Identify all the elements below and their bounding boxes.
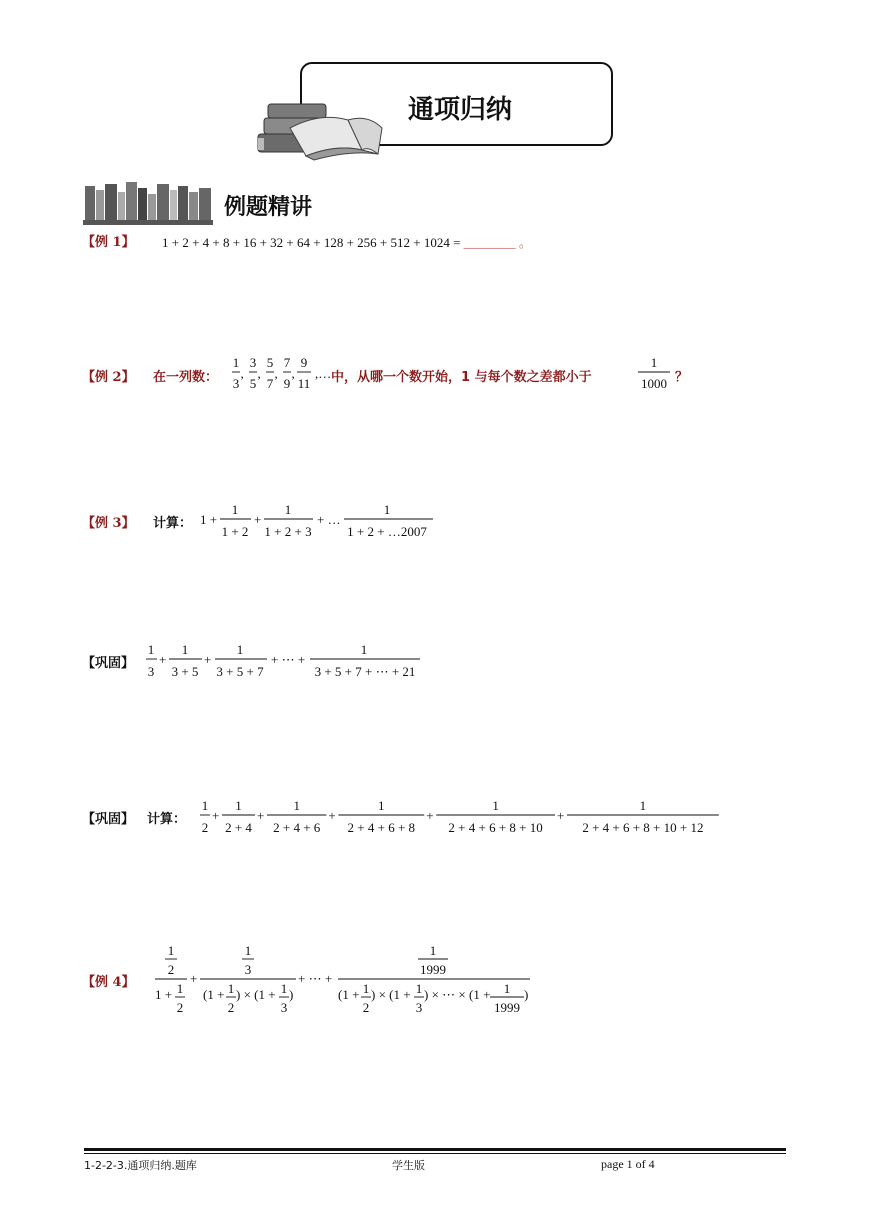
sequence-ellipsis: ,… <box>315 366 332 381</box>
sequence-denominator: 7 <box>266 376 274 391</box>
example-2-fraction <box>634 350 674 394</box>
section-title: 例题精讲 <box>224 195 313 220</box>
svg-text:1 +: 1 + <box>200 512 218 527</box>
sum-denominator: 2 + 4 + 6 + 8 + 10 + 12 <box>582 820 704 835</box>
svg-text:1: 1 <box>650 355 658 370</box>
practice-2-prefix: 计算： <box>147 812 187 827</box>
footer-page-number: page 1 of 4 <box>601 1157 655 1171</box>
page-title: 通项归纳 <box>408 95 513 125</box>
answer-blank: ________ <box>463 235 516 250</box>
svg-text:+: + <box>190 971 198 986</box>
svg-text:+ ⋯ +: + ⋯ + <box>271 652 306 667</box>
svg-text:3: 3 <box>244 962 252 977</box>
sum-numerator: 1 <box>201 798 209 813</box>
sum-numerator: 1 <box>293 798 300 813</box>
sequence-comma: , <box>274 366 278 381</box>
example-3-label: 【例 3】 <box>82 516 135 531</box>
sum-denominator: 2 <box>201 820 209 835</box>
svg-text:) × ⋯ × (1 +: ) × ⋯ × (1 + <box>424 987 491 1002</box>
svg-text:3: 3 <box>147 664 155 679</box>
plus-sign: + <box>557 808 565 823</box>
svg-text:3: 3 <box>415 1000 423 1015</box>
plus-sign: + <box>328 808 336 823</box>
svg-text:1: 1 <box>181 642 189 657</box>
sequence-numerator: 7 <box>283 355 291 370</box>
svg-text:+: + <box>254 512 262 527</box>
bookshelf-icon <box>83 180 215 226</box>
footer-rule-thin <box>84 1153 786 1154</box>
example-2-question: 中，从哪一个数开始，1 与每个数之差都小于 <box>331 370 592 385</box>
svg-text:3 + 5 + 7 + ⋯ + 21: 3 + 5 + 7 + ⋯ + 21 <box>314 664 416 679</box>
svg-text:1999: 1999 <box>420 962 446 977</box>
svg-text:1999: 1999 <box>494 1000 520 1015</box>
svg-text:1: 1 <box>360 642 368 657</box>
sequence-denominator: 9 <box>283 376 291 391</box>
example-4-expression <box>150 938 540 1022</box>
sequence-numerator: 1 <box>232 355 240 370</box>
sum-denominator: 2 + 4 + 6 + 8 <box>347 820 416 835</box>
svg-text:1 + 2: 1 + 2 <box>221 524 249 539</box>
svg-text:2: 2 <box>176 1000 184 1015</box>
svg-text:3 + 5: 3 + 5 <box>171 664 199 679</box>
example-3-prefix: 计算： <box>153 516 193 531</box>
books-illustration <box>250 98 390 160</box>
sequence-comma: , <box>240 366 244 381</box>
sum-numerator: 1 <box>378 798 385 813</box>
svg-text:1 + 2 + …2007: 1 + 2 + …2007 <box>347 524 427 539</box>
example-1-expression: 1 + 2 + 4 + 8 + 16 + 32 + 64 + 128 + 256 + 512 + 1024 = ________ 。 <box>162 235 532 250</box>
svg-text:1: 1 <box>167 943 175 958</box>
sequence-comma: , <box>257 366 261 381</box>
svg-text:(1 +: (1 + <box>338 987 360 1002</box>
sequence-numerator: 3 <box>249 355 257 370</box>
svg-text:1000: 1000 <box>641 376 667 391</box>
sum-denominator: 2 + 4 <box>225 820 252 835</box>
sequence-denominator: 11 <box>297 376 311 391</box>
svg-text:2: 2 <box>167 962 175 977</box>
sum-numerator: 1 <box>492 798 499 813</box>
svg-text:1 +: 1 + <box>155 987 173 1002</box>
sequence-numerator: 9 <box>300 355 308 370</box>
footer-left: 1-2-2-3.通项归纳.题库 <box>84 1159 197 1172</box>
practice-2-label: 【巩固】 <box>82 812 135 827</box>
example-3-expression <box>198 496 438 542</box>
svg-text:1: 1 <box>244 943 252 958</box>
plus-sign: + <box>257 808 265 823</box>
svg-text:2: 2 <box>227 1000 235 1015</box>
svg-text:1 + 2 + 3: 1 + 2 + 3 <box>264 524 312 539</box>
svg-text:+: + <box>204 652 212 667</box>
svg-text:1: 1 <box>147 642 155 657</box>
practice-1-expression <box>144 636 424 682</box>
plus-sign: + <box>426 808 434 823</box>
svg-text:1: 1 <box>383 502 391 517</box>
svg-text:): ) <box>289 987 294 1002</box>
svg-text:1: 1 <box>231 502 239 517</box>
sequence-denominator: 3 <box>232 376 240 391</box>
svg-text:+ ⋯ +: + ⋯ + <box>298 971 333 986</box>
sum-denominator: 2 + 4 + 6 + 8 + 10 <box>448 820 543 835</box>
sequence-comma: , <box>291 366 295 381</box>
example-1-label: 【例 1】 <box>82 235 135 250</box>
svg-text:1: 1 <box>236 642 244 657</box>
svg-text:3 + 5 + 7: 3 + 5 + 7 <box>216 664 264 679</box>
example-2-prefix: 在一列数： <box>153 370 219 385</box>
example-4-label: 【例 4】 <box>82 975 135 990</box>
svg-text:) × (1 +: ) × (1 + <box>371 987 411 1002</box>
example-2-label: 【例 2】 <box>82 370 135 385</box>
sum-denominator: 2 + 4 + 6 <box>273 820 321 835</box>
svg-text:1: 1 <box>429 943 437 958</box>
sum-numerator: 1 <box>235 798 242 813</box>
svg-text:2: 2 <box>362 1000 370 1015</box>
svg-text:(1 +: (1 + <box>203 987 225 1002</box>
practice-2-expression <box>198 792 704 838</box>
svg-text:1: 1 <box>227 981 235 996</box>
footer-rule-thick <box>84 1148 786 1151</box>
practice-1-label: 【巩固】 <box>82 656 135 671</box>
svg-text:1: 1 <box>503 981 511 996</box>
footer-center: 学生版 <box>392 1159 425 1172</box>
plus-sign: + <box>212 808 220 823</box>
svg-text:3: 3 <box>280 1000 288 1015</box>
svg-text:) × (1 +: ) × (1 + <box>236 987 276 1002</box>
example-2-end: ？ <box>675 370 689 385</box>
sequence-numerator: 5 <box>266 355 274 370</box>
svg-text:1: 1 <box>280 981 288 996</box>
svg-text:1: 1 <box>415 981 423 996</box>
svg-text:1: 1 <box>362 981 370 996</box>
svg-text:): ) <box>524 987 529 1002</box>
example-2-sequence <box>228 350 332 394</box>
svg-text:+: + <box>159 652 167 667</box>
svg-text:+ …: + … <box>317 512 341 527</box>
sequence-denominator: 5 <box>249 376 257 391</box>
svg-text:1: 1 <box>284 502 292 517</box>
sum-numerator: 1 <box>639 798 647 813</box>
svg-text:1: 1 <box>176 981 184 996</box>
